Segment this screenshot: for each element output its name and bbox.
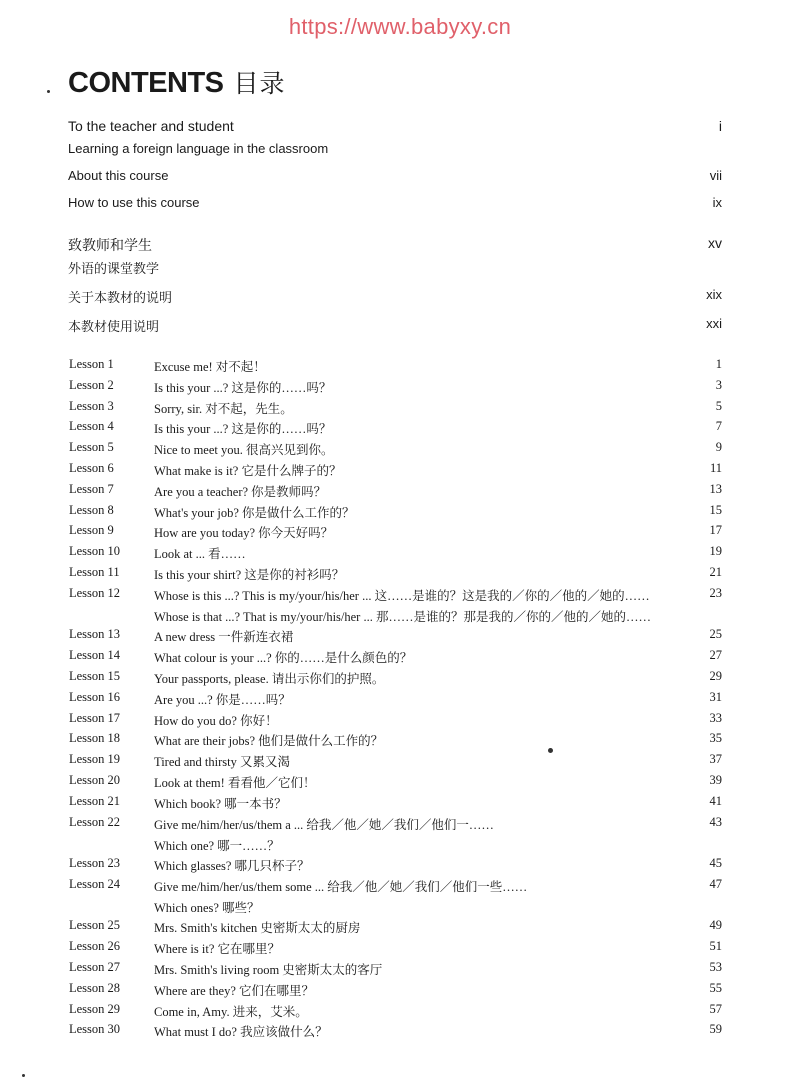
lesson-number: Lesson 30 [69,1022,121,1037]
front-matter-page-number: xv [708,235,722,251]
lesson-row [0,648,800,668]
lesson-title: Which book? 哪一本书？ [154,796,287,811]
front-matter-page-number: xxi [706,316,722,331]
lesson-number: Lesson 24 [69,876,121,891]
lesson-page-number: 27 [709,648,722,663]
lesson-page-number: 57 [709,1001,722,1016]
lesson-row [0,585,800,624]
lesson-page-number: 47 [709,876,722,891]
lesson-number: Lesson 11 [69,565,120,579]
lesson-title: What colour is your ...? 你的……是什么颜色的？ [154,651,413,666]
front-matter-label: To the teacher and student [68,118,234,134]
lesson-row [0,399,800,419]
lesson-number: Lesson 18 [69,731,121,746]
lesson-row [0,565,800,585]
lesson-title-second-line: Which one? 哪一……？ [154,838,280,853]
lesson-page-number: 31 [709,689,722,704]
lesson-title: Come in, Amy. 进来，艾米。 [154,1004,308,1019]
lesson-title: What's your job? 你是做什么工作的？ [154,505,355,520]
title-english: CONTENTS [68,67,224,99]
lesson-number: Lesson 20 [69,772,121,787]
front-matter-label: 外语的课堂教学 [68,261,160,276]
page-title [68,64,286,100]
lesson-number: Lesson 7 [69,481,114,496]
lesson-title: How are you today? 你今天好吗？ [154,526,334,541]
lesson-number: Lesson 2 [69,377,114,392]
lesson-number: Lesson 26 [69,939,121,954]
lesson-number: Lesson 14 [69,648,121,663]
lesson-title: Whose is this ...? This is my/your/his/her ... 这……是谁的？这是我的／你的／他的／她的…… [154,588,650,603]
lesson-page-number: 33 [709,710,722,725]
watermark-url: https://www.babyxy.cn [288,14,512,39]
lesson-number: Lesson 29 [69,1001,121,1016]
front-matter-label: About this course [68,168,169,183]
lesson-row [0,918,800,938]
lesson-number: Lesson 22 [69,814,121,829]
lesson-title: Sorry, sir. 对不起，先生。 [154,401,293,416]
lesson-page-number: 51 [709,939,722,954]
lesson-row [0,856,800,876]
lesson-row [0,939,800,959]
lesson-title: Where is it? 它在哪里？ [154,942,281,957]
lesson-row [0,876,800,915]
lesson-row [0,711,800,731]
front-matter-page-number: xix [706,287,722,302]
lesson-page-number: 1 [715,357,722,371]
front-matter-label: 致教师和学生 [68,237,152,253]
lesson-title: Which glasses? 哪几只杯子？ [154,859,310,873]
lesson-number: Lesson 4 [69,419,114,434]
lesson-title: What are their jobs? 他们是做什么工作的？ [154,734,384,749]
lesson-row [0,669,800,689]
lesson-page-number: 55 [709,980,722,995]
lesson-row [0,752,800,772]
lesson-number: Lesson 21 [69,793,121,808]
lesson-row [0,523,800,543]
lesson-page-number: 13 [709,481,722,496]
lesson-number: Lesson 19 [69,752,121,767]
front-matter-label: 关于本教材的说明 [68,290,173,305]
front-matter-page-number: ix [712,195,722,210]
lesson-row [0,482,800,502]
lesson-row [0,690,800,710]
lesson-page-number: 43 [709,814,722,829]
lesson-title: Where are they? 它们在哪里？ [154,983,315,998]
lesson-title: Is this your ...? 这是你的……吗？ [154,380,332,395]
front-matter-page-number: vii [709,168,722,183]
lesson-row [0,773,800,793]
lesson-page-number: 9 [715,440,722,455]
lesson-row [0,461,800,481]
lesson-title: Is this your shirt? 这是你的衬衫吗？ [154,568,345,582]
lesson-title: Give me/him/her/us/them a ... 给我／他／她／我们／他们一…… [154,817,494,832]
lesson-number: Lesson 17 [69,710,121,725]
lesson-page-number: 15 [709,502,722,517]
lesson-title: How do you do? 你好！ [154,713,278,728]
lesson-title: Is this your ...? 这是你的……吗？ [154,422,332,437]
lesson-page-number: 39 [709,772,722,787]
lesson-page-number: 29 [709,668,722,683]
lesson-page-number: 45 [709,856,722,870]
lesson-title-second-line: Which ones? 哪些？ [154,900,260,915]
lesson-title: Are you a teacher? 你是教师吗？ [154,484,327,499]
front-matter-label: Learning a foreign language in the classroom [68,141,329,156]
lesson-page-number: 21 [709,565,722,579]
lesson-row [0,419,800,439]
lesson-row [0,357,800,377]
lesson-row [0,503,800,523]
lesson-title: Excuse me! 对不起！ [154,360,266,374]
lesson-title: Are you ...? 你是……吗？ [154,692,291,707]
lesson-number: Lesson 12 [69,585,121,600]
lesson-row [0,378,800,398]
lesson-row [0,731,800,751]
lesson-number: Lesson 23 [69,856,121,870]
lesson-page-number: 59 [709,1022,722,1037]
lesson-number: Lesson 16 [69,689,121,704]
scan-speck [47,90,50,93]
lesson-row [0,1022,800,1042]
lesson-title: What must I do? 我应该做什么？ [154,1025,328,1040]
lesson-row [0,794,800,814]
lesson-number: Lesson 15 [69,668,121,683]
lesson-number: Lesson 6 [69,461,114,475]
lesson-page-number: 7 [715,419,722,434]
lesson-page-number: 53 [709,959,722,974]
lesson-row [0,627,800,647]
lesson-number: Lesson 3 [69,398,114,413]
lesson-number: Lesson 5 [69,440,114,455]
lesson-title-second-line: Whose is that ...? That is my/your/his/her ... 那……是谁的？那是我的／你的／他的／她的…… [154,609,651,624]
lesson-page-number: 49 [709,918,722,933]
lesson-page-number: 37 [709,752,722,767]
lesson-number: Lesson 28 [69,980,121,995]
lesson-row [0,544,800,564]
lesson-row [0,440,800,460]
lesson-row [0,960,800,980]
lesson-page-number: 11 [709,461,722,475]
lesson-number: Lesson 9 [69,523,114,538]
lesson-page-number: 35 [709,731,722,746]
lesson-page-number: 5 [715,398,722,413]
lesson-number: Lesson 25 [69,918,121,933]
lesson-number: Lesson 27 [69,959,121,974]
lesson-title: Look at them! 看看他／它们！ [154,775,316,790]
lesson-title: Mrs. Smith's kitchen 史密斯太太的厨房 [154,921,361,936]
lesson-title: Look at ... 看…… [154,547,246,562]
lesson-number: Lesson 10 [69,544,121,559]
lesson-row [0,981,800,1001]
scan-speck [22,1074,25,1077]
lesson-row [0,814,800,853]
front-matter-label: 本教材使用说明 [68,319,160,334]
lesson-title: Nice to meet you. 很高兴见到你。 [154,443,334,458]
front-matter-page-number: i [718,118,722,134]
lesson-page-number: 23 [709,585,722,600]
lesson-number: Lesson 1 [69,357,114,371]
lesson-title: Tired and thirsty 又累又渴 [154,755,290,770]
lesson-title: Your passports, please. 请出示你们的护照。 [154,671,385,686]
lesson-title: Mrs. Smith's living room 史密斯太太的客厅 [154,962,383,977]
lesson-title: Give me/him/her/us/them some ... 给我／他／她／我们／他们一些…… [154,879,528,894]
lesson-row [0,1002,800,1022]
lesson-title: What make is it? 它是什么牌子的？ [154,464,342,478]
front-matter-label: How to use this course [68,195,200,210]
lesson-page-number: 41 [709,793,722,808]
lesson-page-number: 17 [709,523,722,538]
lesson-page-number: 25 [709,627,722,642]
lesson-number: Lesson 8 [69,502,114,517]
lesson-page-number: 19 [709,544,722,559]
lesson-page-number: 3 [715,377,722,392]
lesson-number: Lesson 13 [69,627,121,642]
title-chinese: 目录 [233,70,286,98]
lesson-title: A new dress 一件新连衣裙 [154,630,294,645]
